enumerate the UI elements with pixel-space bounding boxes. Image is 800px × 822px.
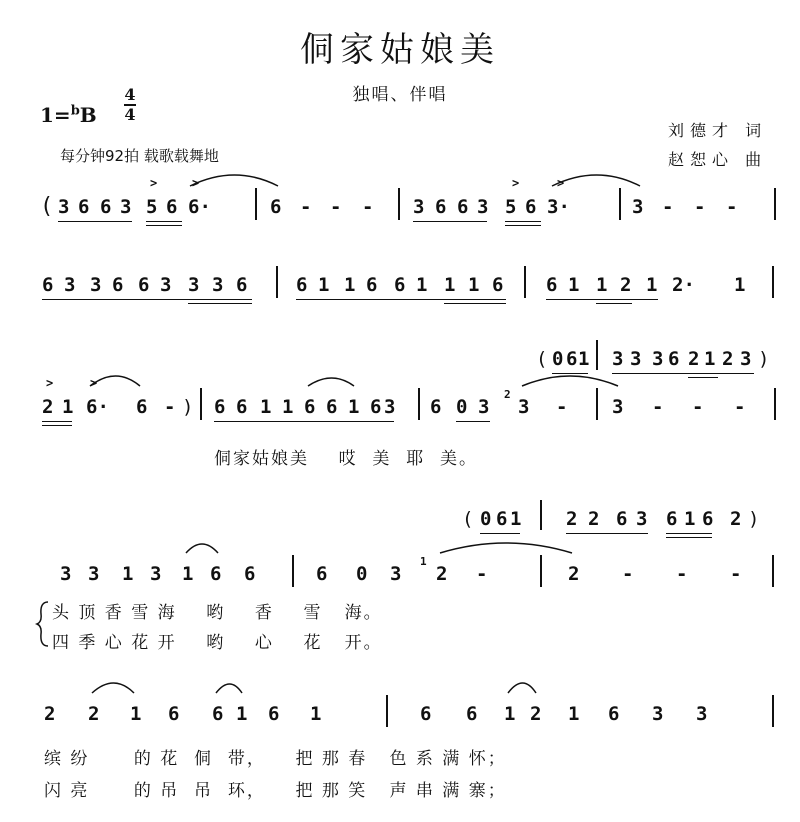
note: 1 (444, 274, 456, 296)
score-line-3: 2 1 6· 6 - ) 6 6 1 1 6 6 1 6 3 6 0 3 2 3 - 3 - - - > > (0, 388, 800, 432)
dash: - (164, 396, 176, 418)
lyrics-line-5a: 缤 纷 的 花 侗 带， 把 那 春 色 系 满 怀； (44, 749, 507, 769)
note: 1 (468, 274, 480, 296)
note: 6 (168, 703, 180, 725)
note: 6 (270, 196, 282, 218)
note: 3 (612, 348, 624, 370)
note: 1 (596, 274, 608, 296)
song-title: 侗家姑娘美 (300, 30, 500, 70)
note: 6 (370, 396, 382, 418)
note: 6 (136, 396, 148, 418)
note: 3 (212, 274, 224, 296)
tempo-marking: 每分钟92拍 载歌载舞地 (60, 147, 219, 165)
lyrics-line-5b: 闪 亮 的 吊 吊 环， 把 那 笑 声 串 满 寨； (44, 781, 507, 801)
note: 3 (64, 274, 76, 296)
note: 6 (296, 274, 308, 296)
dash: - (330, 196, 342, 218)
note: 3 (696, 703, 708, 725)
note: 6 (430, 396, 442, 418)
note: 6 (702, 508, 714, 530)
note: 3 (88, 563, 100, 585)
note: 2 (730, 508, 742, 530)
close-paren: ) (182, 396, 194, 418)
note: 2 (722, 348, 734, 370)
note: 3 (160, 274, 172, 296)
note: 3 (58, 196, 70, 218)
note: 0 (456, 396, 468, 418)
note: 1 (130, 703, 142, 725)
dash: - (662, 196, 674, 218)
note: 3 (90, 274, 102, 296)
note: 6 (366, 274, 378, 296)
note: 3· (547, 196, 570, 218)
note: 2 (42, 396, 54, 418)
note: 2 (688, 348, 700, 370)
time-signature (124, 86, 136, 124)
composer-credit: 赵恕心 曲 (668, 150, 768, 169)
note: 1 (310, 703, 322, 725)
dash: - (726, 196, 738, 218)
cue-paren: ( (536, 348, 548, 370)
dash: - (730, 563, 742, 585)
note: 1 (182, 563, 194, 585)
score-line-2 (0, 266, 800, 310)
note: 3 (636, 508, 648, 530)
note: 1 (416, 274, 428, 296)
note: 2 (566, 508, 578, 530)
note: 6 (668, 348, 680, 370)
note: 6 (394, 274, 406, 296)
cue-paren: ( (462, 508, 474, 530)
note: 3 (188, 274, 200, 296)
song-subtitle: 独唱、伴唱 (352, 85, 448, 105)
note: 2 (588, 508, 600, 530)
note: 6 (166, 196, 178, 218)
grace-note: 1 (420, 555, 427, 568)
note: 6 (268, 703, 280, 725)
note: 6 (420, 703, 432, 725)
dash: - (692, 396, 704, 418)
note: 1 (260, 396, 272, 418)
note: 6· (188, 196, 211, 218)
key-signature (40, 103, 97, 127)
key-flat: b (70, 103, 80, 119)
note: 6 (457, 196, 469, 218)
note: 3 (477, 196, 489, 218)
note: 1 (568, 274, 580, 296)
dash: - (556, 396, 568, 418)
note: 6 (666, 508, 678, 530)
note: 3 (652, 348, 664, 370)
note: 6 (616, 508, 628, 530)
note: 6 (608, 703, 620, 725)
note: 3 (652, 703, 664, 725)
note: 6 (566, 348, 578, 370)
note: 1 (568, 703, 580, 725)
dash: - (676, 563, 688, 585)
note: 1 (646, 274, 658, 296)
note: 1 (578, 348, 590, 370)
note: 2 (44, 703, 56, 725)
score-line-4-cue (0, 500, 800, 544)
note: 1 (734, 274, 746, 296)
note: 3 (413, 196, 425, 218)
lyrics-line-4a: 头 顶 香 雪 海 哟 香 雪 海。 (52, 603, 383, 623)
note: 3 (612, 396, 624, 418)
note: 0 (356, 563, 368, 585)
key-note: B (79, 103, 97, 127)
note: 1 (344, 274, 356, 296)
note: 6 (42, 274, 54, 296)
note: 6 (326, 396, 338, 418)
note: 6 (316, 563, 328, 585)
note: 3 (478, 396, 490, 418)
note: 6 (304, 396, 316, 418)
note: 6 (78, 196, 90, 218)
note: 6 (546, 274, 558, 296)
grace-note: 2 (504, 388, 511, 401)
note: 1 (510, 508, 522, 530)
note: 3 (120, 196, 132, 218)
dash: - (652, 396, 664, 418)
lyricist-credit: 刘德才 词 (668, 121, 768, 140)
note: 3 (740, 348, 752, 370)
note: 1 (236, 703, 248, 725)
key-label: 1= (40, 103, 71, 127)
note: 6 (138, 274, 150, 296)
dash: - (362, 196, 374, 218)
note: 6 (210, 563, 222, 585)
note: 6 (492, 274, 504, 296)
note: 1 (348, 396, 360, 418)
lyrics-line-4b: 四 季 心 花 开 哟 心 花 开。 (52, 633, 383, 653)
note: 2 (620, 274, 632, 296)
note: 3 (632, 196, 644, 218)
dash: - (476, 563, 488, 585)
verse-brace (36, 600, 50, 648)
note: 6 (236, 274, 248, 296)
note: 3 (384, 396, 396, 418)
note: 3 (150, 563, 162, 585)
score-line-1: ( 3 6 6 3 5 6 6· 6 - - - 3 6 6 3 5 6 3· 3 - - - > > > > (0, 188, 800, 232)
note: 5 (505, 196, 517, 218)
note: 2 (530, 703, 542, 725)
open-paren: ( (40, 194, 54, 219)
note: 6 (112, 274, 124, 296)
note: 6 (236, 396, 248, 418)
note: 6 (435, 196, 447, 218)
time-bottom: 4 (124, 105, 136, 124)
note: 1 (504, 703, 516, 725)
cue-paren: ) (758, 348, 770, 370)
note: 5 (146, 196, 158, 218)
cue-paren: ) (748, 508, 760, 530)
note: 1 (704, 348, 716, 370)
dash: - (300, 196, 312, 218)
note: 3 (518, 396, 530, 418)
note: 6 (466, 703, 478, 725)
note: 6 (525, 196, 537, 218)
note: 1 (62, 396, 74, 418)
lyrics-line-3: 侗家姑娘美 哎 美 耶 美。 (214, 449, 479, 469)
note: 3 (630, 348, 642, 370)
time-top: 4 (124, 85, 136, 104)
note: 6 (214, 396, 226, 418)
note: 1 (318, 274, 330, 296)
note: 2 (436, 563, 448, 585)
dash: - (694, 196, 706, 218)
note: 3 (60, 563, 72, 585)
note: 1 (282, 396, 294, 418)
note: 2· (672, 274, 695, 296)
note: 6 (212, 703, 224, 725)
note: 2 (568, 563, 580, 585)
note: 3 (390, 563, 402, 585)
note: 2 (88, 703, 100, 725)
score-line-5 (0, 695, 800, 739)
note: 6 (496, 508, 508, 530)
note: 1 (122, 563, 134, 585)
dash: - (734, 396, 746, 418)
note: 6 (100, 196, 112, 218)
score-line-4 (0, 555, 800, 599)
note: 0 (552, 348, 564, 370)
note: 6· (86, 396, 109, 418)
dash: - (622, 563, 634, 585)
note: 0 (480, 508, 492, 530)
note: 6 (244, 563, 256, 585)
note: 1 (684, 508, 696, 530)
